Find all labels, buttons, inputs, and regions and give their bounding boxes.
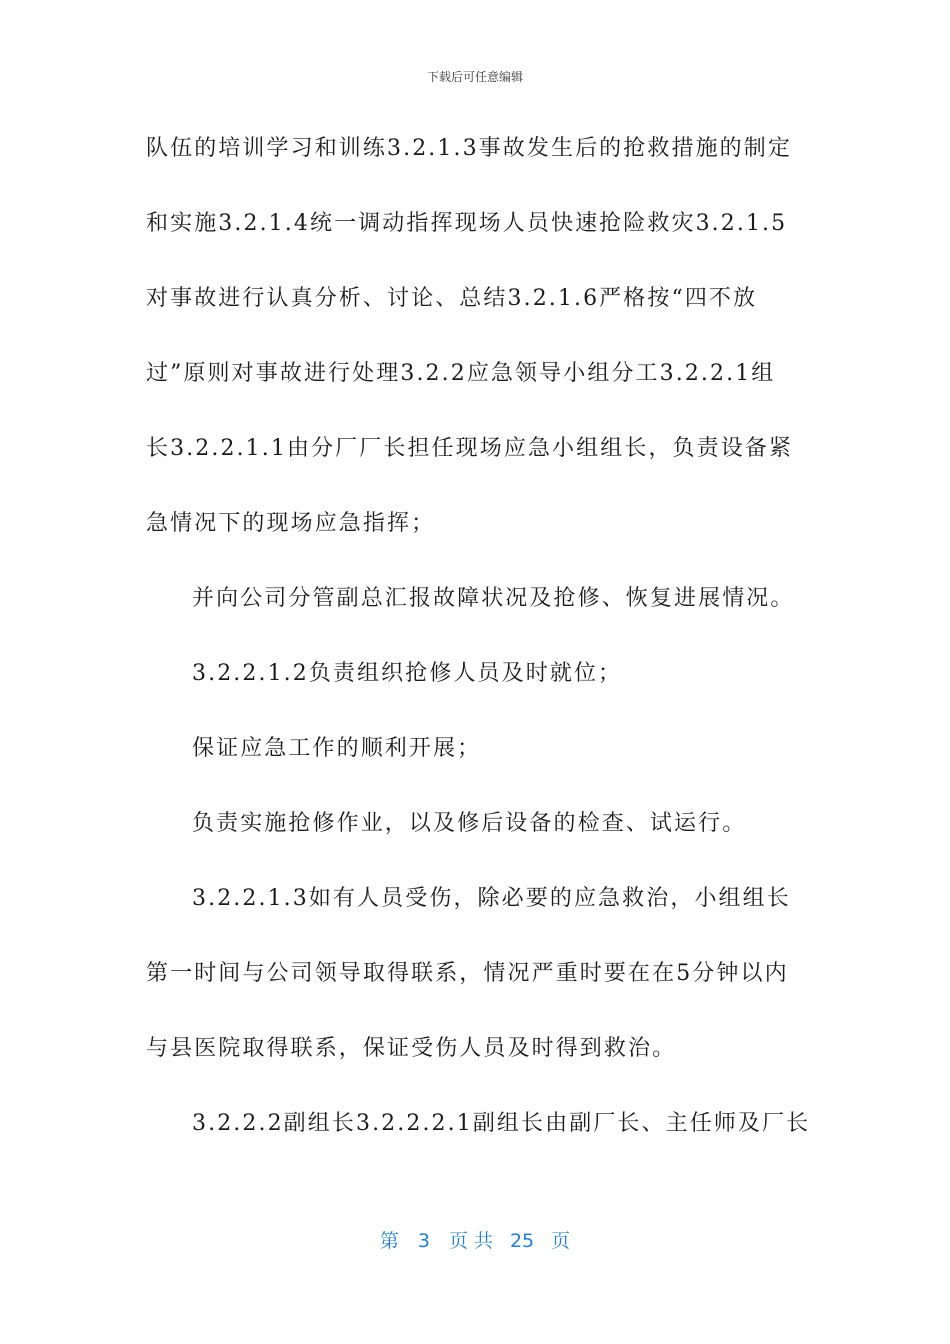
body-line-11: 3.2.2.1.3如有人员受伤，除必要的应急救治，小组组长 <box>192 886 791 911</box>
body-line-6: 急情况下的现场应急指挥； <box>146 511 436 536</box>
body-line-14: 3.2.2.2副组长3.2.2.2.1副组长由副厂长、主任师及厂长 <box>192 1111 811 1136</box>
body-line-1: 队伍的培训学习和训练3.2.1.3事故发生后的抢救措施的制定 <box>146 136 792 161</box>
footer-middle: 页 共 <box>448 1230 494 1252</box>
body-line-10: 负责实施抢修作业，以及修后设备的检查、试运行。 <box>192 811 747 836</box>
body-line-4: 过”原则对事故进行处理3.2.2应急领导小组分工3.2.2.1组 <box>146 361 776 386</box>
body-line-7: 并向公司分管副总汇报故障状况及抢修、恢复进展情况。 <box>192 586 795 611</box>
page-header: 下载后可任意编辑 <box>426 70 523 84</box>
body-line-5: 长3.2.2.1.1由分厂厂长担任现场应急小组组长，负责设备紧 <box>146 436 794 461</box>
body-line-13: 与县医院取得联系，保证受伤人员及时得到救治。 <box>146 1036 677 1061</box>
body-line-3: 对事故进行认真分析、讨论、总结3.2.1.6严格按“四不放 <box>146 286 758 311</box>
body-line-8: 3.2.2.1.2负责组织抢修人员及时就位； <box>192 661 623 686</box>
body-line-2: 和实施3.2.1.4统一调动指挥现场人员快速抢险救灾3.2.1.5 <box>146 211 788 236</box>
footer-total-pages: 25 <box>509 1230 535 1252</box>
page-footer <box>0 1226 950 1253</box>
footer-prefix: 第 <box>379 1230 399 1252</box>
body-line-12: 第一时间与公司领导取得联系，情况严重时要在在5分钟以内 <box>146 961 789 986</box>
footer-page-number: 3 <box>417 1230 430 1252</box>
footer-suffix: 页 <box>551 1230 571 1252</box>
body-line-9: 保证应急工作的顺利开展； <box>192 736 482 761</box>
